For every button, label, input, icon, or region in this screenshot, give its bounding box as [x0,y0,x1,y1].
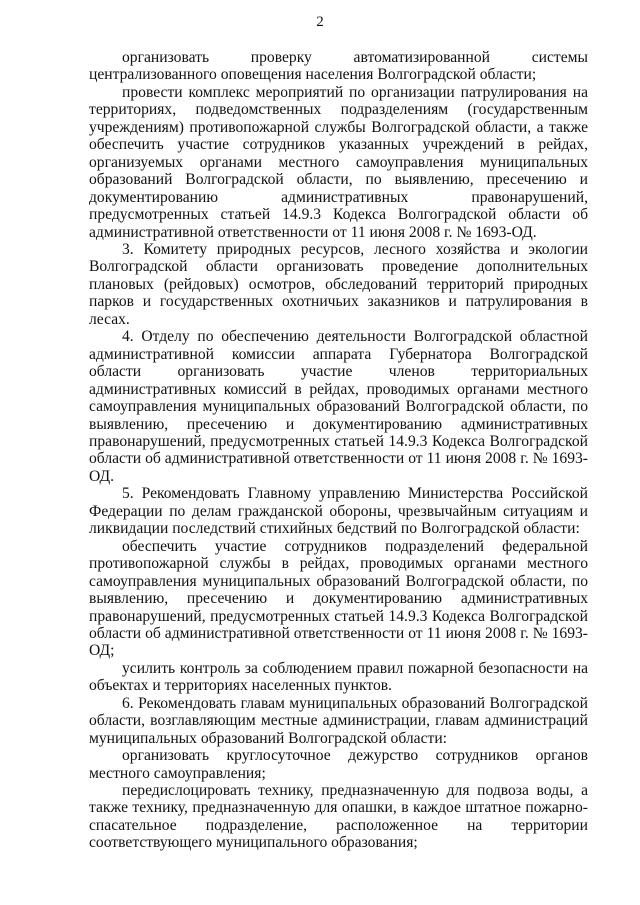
paragraph-round-the-clock-duty: организовать круглосуточное дежурство сотрудников органов местного самоуправления; [89,747,588,782]
paragraph-item-5-emergency-ministry: 5. Рекомендовать Главному управлению Министерства Российской Федерации по делам гражданской обороны, чрезвычайным ситуациям и ликвидации последствий стихийных бедствий по Волгоградской области: [89,485,588,538]
paragraph-item-4-administrative-commission: 4. Отделу по обеспечению деятельности Волгоградской областной административной комиссии аппарата Губернатора Волгоградской области организовать участие членов территориальных административных комиссий в рейдах, проводимых органами местного самоуправления муниципальных образований Волгоградской области, по выявлению, пресечению и документированию административных правонарушений, предусмотренных статьей 14.9.3 Кодекса Волгоградской области об административной ответственности от 11 июня 2008 г. № 1693-ОД. [89,328,588,485]
paragraph-alert-system-check: организовать проверку автоматизированной системы централизованного оповещения населения Волгоградской области; [89,49,588,84]
paragraph-item-6-municipal-heads: 6. Рекомендовать главам муниципальных образований Волгоградской области, возглавляющим местные администрации, главам администраций муниципальных образований Волгоградской области: [89,694,588,747]
paragraph-patrol-measures: провести комплекс мероприятий по организации патрулирования на территориях, подведомственных подразделениям (государственным учреждениям) противопожарной службы Волгоградской области, а также обеспечить участие сотрудников указанных учреждений в рейдах, организуемых органами местного самоуправления муниципальных образований Волгоградской области, по выявлению, пресечению и документированию административных правонарушений, предусмотренных статьей 14.9.3 Кодекса Волгоградской области об административной ответственности от 11 июня 2008 г. № 1693-ОД. [89,83,588,241]
paragraph-ensure-fire-service-participation: обеспечить участие сотрудников подразделений федеральной противопожарной службы в рейдах, проводимых органами местного самоуправления муниципальных образований Волгоградской области, по выявлению, пресечению и документированию административных правонарушений, предусмотренных статьей 14.9.3 Кодекса Волгоградской области об административной ответственности от 11 июня 2008 г. № 1693-ОД; [89,537,588,660]
paragraph-strengthen-fire-safety-control: усилить контроль за соблюдением правил пожарной безопасности на объектах и территориях населенных пунктов. [89,659,588,695]
document-body [89,49,588,852]
page-number: 2 [316,14,324,30]
paragraph-relocate-equipment: передислоцировать технику, предназначенную для подвоза воды, а также технику, предназначенную для опашки, в каждое штатное пожарно-спасательное подразделение, расположенное на территории соответствующего муниципального образования; [89,782,588,852]
paragraph-item-3-natural-resources: 3. Комитету природных ресурсов, лесного хозяйства и экологии Волгоградской области организовать проведение дополнительных плановых (рейдовых) осмотров, обследований территорий природных парков и государственных охотничьих заказников и патрулирования в лесах. [89,240,588,328]
